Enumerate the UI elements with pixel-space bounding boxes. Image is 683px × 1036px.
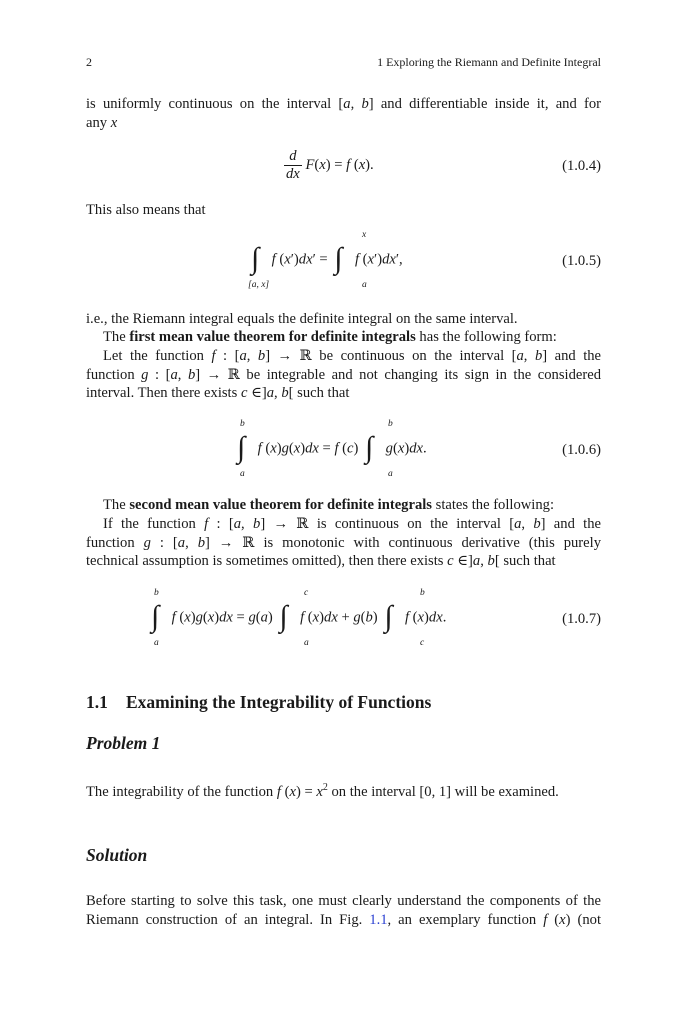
paragraph-if-line-2: function g : [a, b] → ℝ is monotonic with continuous derivative (this purely: [86, 535, 601, 551]
paragraph-let-line-3: interval. Then there exists c ∈]a, b[ such that: [86, 385, 350, 401]
paragraph-if-line-1: If the function f : [a, b] → ℝ is continuous on the interval [a, b] and the: [103, 516, 602, 532]
section-number: 1.1: [86, 692, 108, 712]
book-page: [86, 0, 601, 1036]
equation-number: (1.0.4): [562, 158, 601, 174]
figure-link[interactable]: 1.1: [369, 912, 388, 928]
problem-statement: The integrability of the function f $(x) = x^2$ on the interval [0, 1] will be examined.: [86, 782, 559, 800]
equation-number: (1.0.6): [562, 442, 601, 458]
paragraph-let-line-2: function g : [a, b] → ℝ be integrable and not changing its sign in the considered: [86, 367, 602, 383]
chapter-title: 1 Exploring the Riemann and Definite Integral: [377, 55, 601, 69]
paragraph-also-means: This also means that: [86, 202, 206, 218]
paragraph-intro-line-1: is uniformly continuous on the interval [a, b] and differentiable inside it, and for: [86, 96, 601, 112]
paragraph-ie: i.e., the Riemann integral equals the definite integral on the same interval.: [86, 311, 518, 327]
equation-1-0-6: ∫ f (x)g(x)dx = f (c) ∫ g(x)dx. b a b a (1.0.6): [237, 419, 601, 479]
solution-heading: Solution: [86, 845, 148, 865]
equation-1-0-7: ∫ f (x)g(x)dx = g(a) ∫ f (x)dx + g(b) ∫ f (x)dx. b a c a b c (1.0.7): [151, 588, 601, 648]
paragraph-first-mvt: The first mean value theorem for definite integrals has the following form:: [103, 329, 557, 345]
equation-number: (1.0.7): [562, 611, 601, 627]
solution-line-1: Before starting to solve this task, one must clearly understand the components of the: [86, 893, 601, 909]
second-mvt-term: second mean value theorem for definite integrals: [129, 497, 432, 513]
section-title: Examining the Integrability of Functions: [126, 692, 432, 712]
equation-1-0-4: $\frac{d}{dx}$ F(x) = f (x). (1.0.4): [286, 148, 601, 182]
section-heading: [86, 692, 431, 713]
problem-heading: Problem 1: [86, 733, 161, 753]
paragraph-let-line-1: Let the function f : [a, b] → ℝ be continuous on the interval [a, b] and the: [103, 348, 602, 364]
paragraph-second-mvt: The second mean value theorem for definite integrals states the following:: [103, 497, 555, 513]
equation-1-0-5: ∫ f (x′)dx′ = ∫ f (x′)dx′, [a, x] x a (1.0.5): [248, 230, 601, 290]
solution-line-2: Riemann construction of an integral. In Fig. 1.1, an exemplary function f (x) (not: [86, 912, 601, 928]
paragraph-if-line-3: technical assumption is sometimes omitted), then there exists c ∈]a, b[ such that: [86, 553, 556, 569]
paragraph-intro-line-2: any x: [86, 115, 118, 131]
page-number: 2: [86, 55, 92, 69]
first-mvt-term: first mean value theorem for definite integrals: [129, 329, 416, 345]
equation-number: (1.0.5): [562, 253, 601, 269]
